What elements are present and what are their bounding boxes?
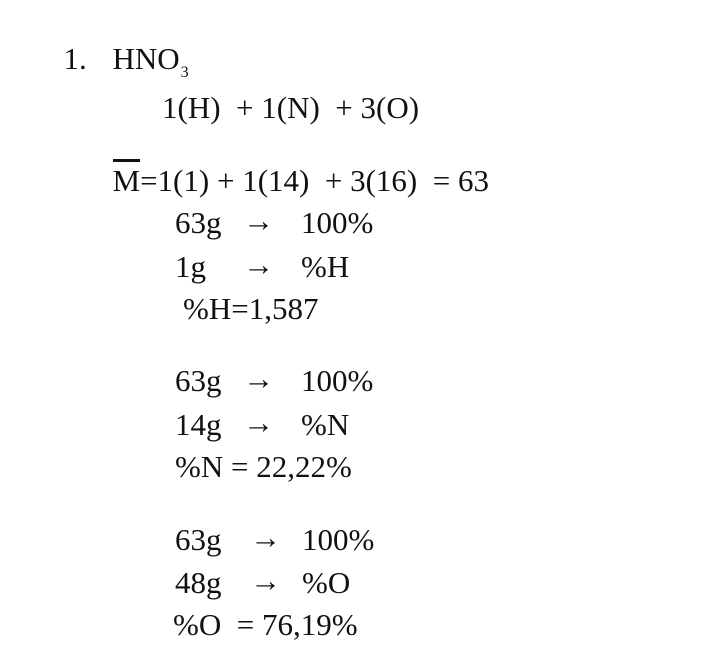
oxygen-r1-left: 63g (175, 522, 222, 557)
nitrogen-r2-left: 14g (175, 407, 222, 442)
nitrogen-r2-arrow: → (243, 405, 274, 440)
oxygen-r1-arrow: → (250, 520, 281, 555)
nitrogen-r1-right: 100% (301, 363, 374, 398)
nitrogen-r1-arrow: → (243, 361, 274, 396)
formula-subscript: 3 (180, 64, 189, 81)
oxygen-r1-right: 100% (302, 522, 375, 557)
oxygen-result: %O = 76,19% (173, 607, 358, 642)
molar-mass-expression: =1(1) + 1(14) + 3(16) = 63 (140, 163, 489, 198)
molar-mass-composition: 1(H) + 1(N) + 3(O) (162, 90, 420, 125)
oxygen-r2-right: %O (302, 565, 351, 600)
hydrogen-r1-right: 100% (301, 205, 374, 240)
nitrogen-result: %N = 22,22% (175, 449, 352, 484)
hydrogen-r2-arrow: → (243, 247, 274, 282)
molar-mass-calculation (97, 134, 489, 196)
hydrogen-r1-left: 63g (175, 205, 222, 240)
formula-hno3 (97, 12, 189, 81)
molar-mass-symbol: M (113, 159, 141, 198)
oxygen-r2-left: 48g (175, 565, 222, 600)
hydrogen-r1-arrow: → (243, 203, 274, 238)
nitrogen-r1-left: 63g (175, 363, 222, 398)
oxygen-r2-arrow: → (250, 563, 281, 598)
hydrogen-r2-right: %H (301, 249, 350, 284)
hydrogen-r2-left: 1g (175, 249, 206, 284)
hydrogen-result: %H=1,587 (183, 291, 319, 326)
nitrogen-r2-right: %N (301, 407, 350, 442)
problem-number: 1. (63, 41, 87, 76)
formula-main: HNO (112, 41, 180, 76)
